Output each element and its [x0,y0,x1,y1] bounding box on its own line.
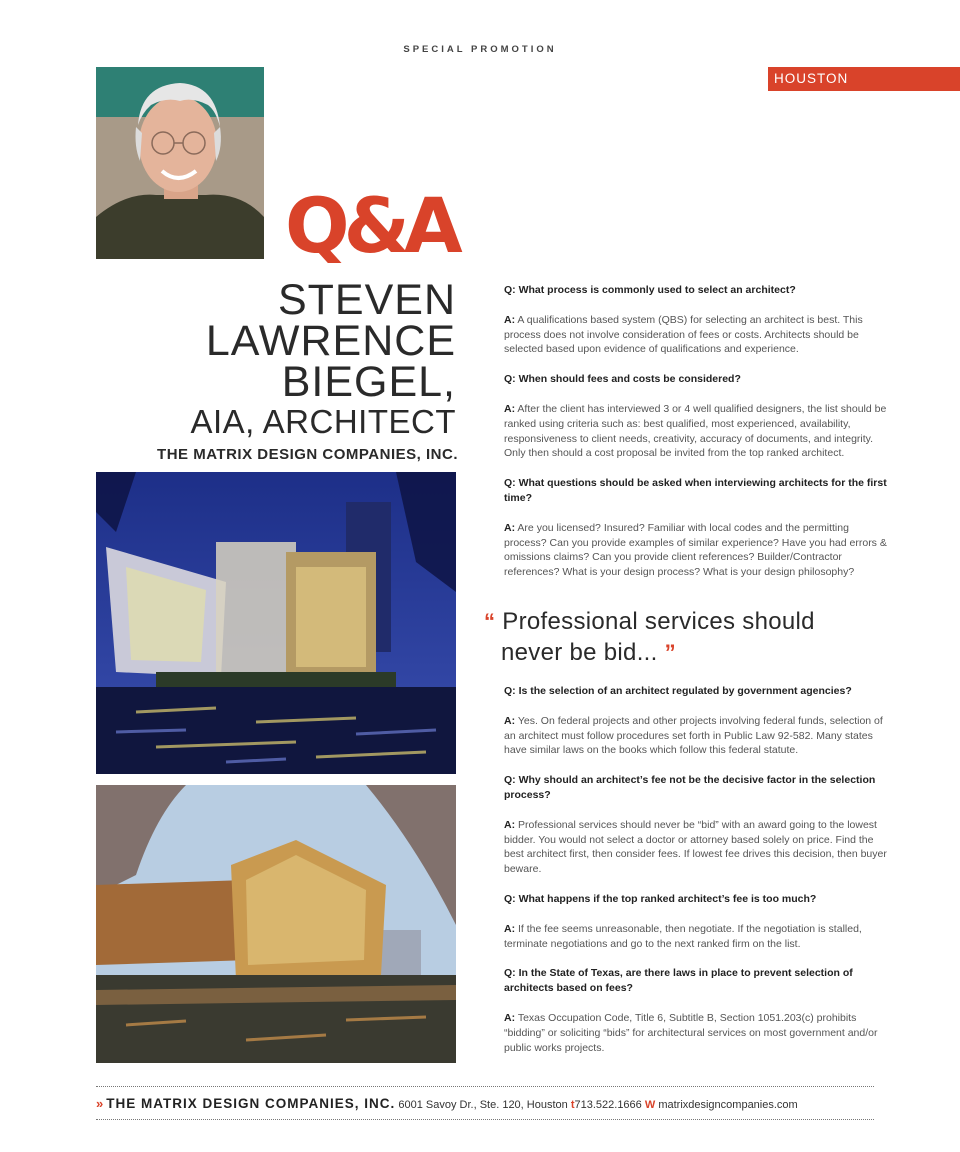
footer-address: 6001 Savoy Dr., Ste. 120, Houston [398,1099,568,1111]
night-building-rendering [96,472,456,774]
special-promotion-label: SPECIAL PROMOTION [403,44,557,55]
pull-quote [484,606,884,668]
daytime-building-rendering [96,785,456,1063]
answer-text: Are you licensed? Insured? Familiar with local codes and the permitting process? Can you provide examples of similar experience? Have you had errors & omissions claims? Can you provide client references? Builder/Contractor references? What is your design process? What is your design philosophy? [504,521,887,579]
answer-text: Professional services should never be “bid” with an award going to the lowest bidder. You would not select a doctor or attorney based solely on price. Find the best architect first, then consider fees. If lowest fee drives this decision, then buyer beware. [504,818,887,876]
answer-label: A: [504,818,516,831]
qa-column-2 [504,684,894,1070]
question: Q: What questions should be asked when interviewing architects for the first time? [504,477,887,504]
answer-text: Yes. On federal projects and other projects involving federal funds, selection of an architect must follow procedures set forth in Public Law 92-582. Many states have similar laws on the books which follow this federal statute. [504,714,883,757]
chevron-icon: » [96,1096,104,1111]
footer-rule-bottom [96,1119,874,1120]
answer-label: A: [504,1011,516,1024]
footer-company: THE MATRIX DESIGN COMPANIES, INC. [106,1096,396,1111]
architect-title: AIA, ARCHITECT [190,403,456,440]
answer-text: Texas Occupation Code, Title 6, Subtitle B, Section 1051.203(c) prohibits “bidding” or soliciting “bids” for architectural services on most government and/or public works projects. [504,1011,878,1054]
phone-icon: t [570,1099,575,1111]
close-quote-mark: ” [664,640,676,665]
question: Q: When should fees and costs be considered? [504,373,741,386]
answer [504,922,894,952]
architect-portrait [96,67,264,259]
company-name: THE MATRIX DESIGN COMPANIES, INC. [157,446,458,463]
name-line-3: BIEGEL, [281,358,456,406]
pull-quote-line-1: Professional services should [502,608,815,635]
answer-text: After the client has interviewed 3 or 4 well qualified designers, the list should be ranked using criteria such as: best qualified, most experienced, availability, responsiveness to client needs, creativity, accuracy of documents, and integrity. Only then should a cost proposal be invited from the top ranked architect. [504,402,887,460]
question: Q: What happens if the top ranked architect’s fee is too much? [504,892,817,905]
answer-label: A: [504,402,516,415]
footer-rule-top [96,1086,874,1087]
architect-name [96,276,456,441]
qa-column-1 [504,283,894,595]
answer [504,521,894,580]
pull-quote-line-2: never be bid... [501,639,658,666]
answer [504,818,894,877]
question: Q: Why should an architect’s fee not be the decisive factor in the selection process? [504,774,876,801]
question: Q: In the State of Texas, are there laws in place to prevent selection of architects based on fees? [504,967,853,995]
footer-phone[interactable]: 713.522.1666 [574,1099,642,1111]
name-line-2: LAWRENCE [205,317,456,365]
footer-website[interactable]: matrixdesigncompanies.com [658,1099,798,1111]
answer-text: A qualifications based system (QBS) for selecting an architect is best. This process does not involve consideration of fees or costs. Architects should be selected based upon evidence of qualifications and experience. [504,313,863,356]
question: Q: What process is commonly used to select an architect? [504,284,796,296]
city-banner: HOUSTON [768,67,960,91]
answer [504,714,894,758]
answer-label: A: [504,313,516,326]
footer [96,1096,886,1111]
web-icon: W [644,1099,656,1111]
answer-label: A: [504,922,516,935]
answer [504,1011,894,1055]
name-line-1: STEVEN [277,276,456,324]
qa-logo: Q&A [285,181,457,270]
answer [504,402,894,461]
open-quote-mark: “ [484,609,496,634]
answer [504,313,894,357]
answer-label: A: [504,521,516,534]
answer-text: If the fee seems unreasonable, then negotiate. If the negotiation is stalled, terminate negotiations and go to the next ranked firm on the list. [504,922,862,950]
question: Q: Is the selection of an architect regulated by government agencies? [504,685,852,697]
answer-label: A: [504,714,516,727]
